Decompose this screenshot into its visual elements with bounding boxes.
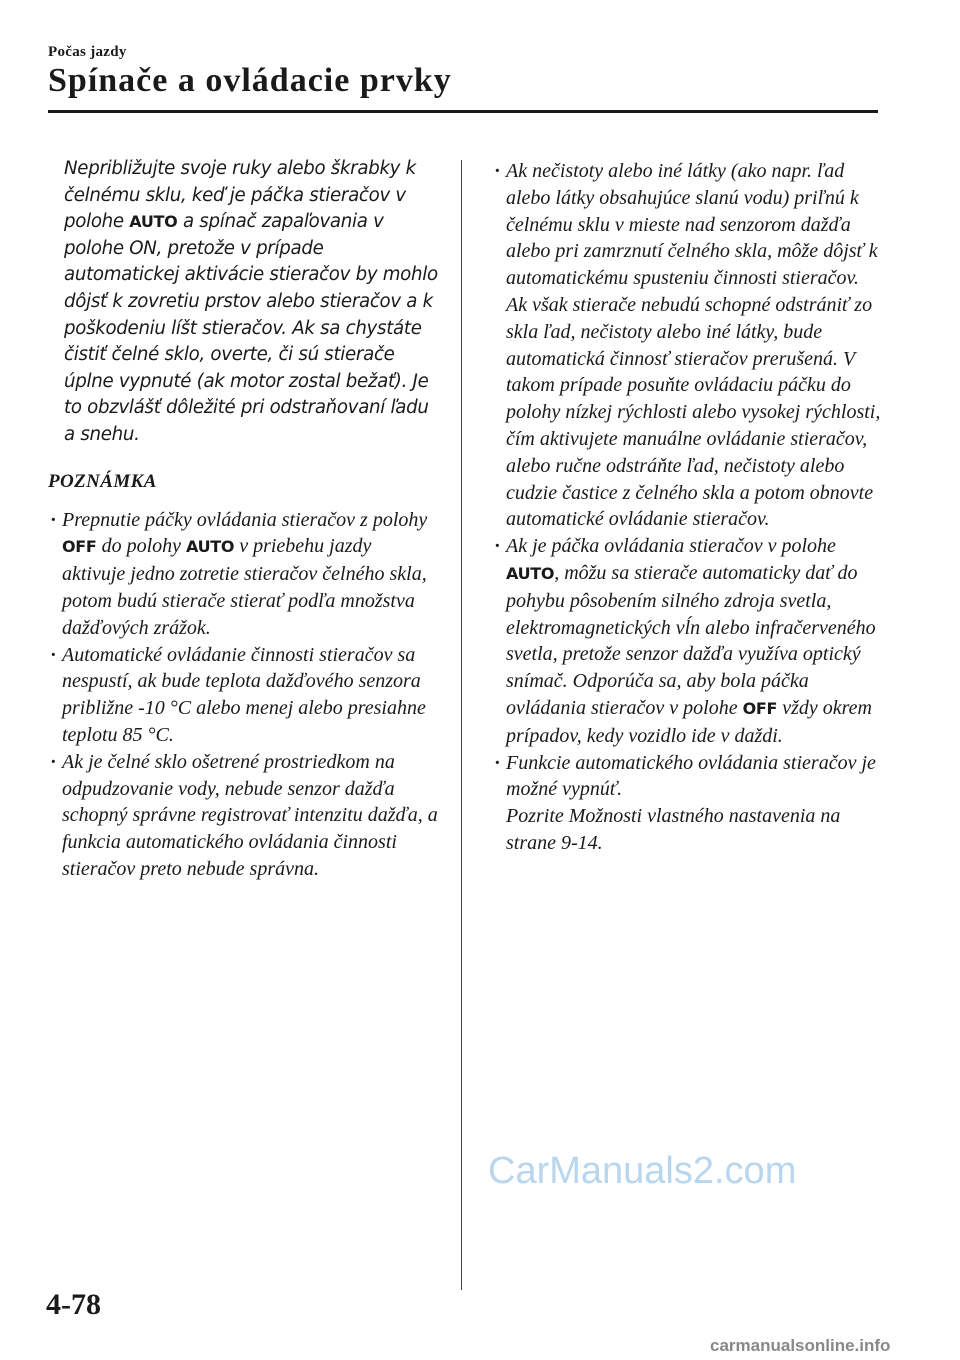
page-title: Spínače a ovládacie prvky (48, 62, 452, 99)
list-item: · Automatické ovládanie činnosti stieračov sa nespustí, ak bude teplota dažďového senzora približne -10 °C alebo menej alebo presiahne teplotu 85 °C. (48, 642, 438, 749)
column-divider (461, 160, 462, 1290)
section-label: Počas jazdy (48, 44, 127, 60)
list-item: · Prepnutie páčky ovládania stieračov z polohy OFF do polohy AUTO v priebehu jazdy aktivuje jedno zotretie stieračov čelného skla, potom budú stierače stierať podľa množstva dažďových zrážok. (48, 507, 438, 642)
note-list-left (48, 507, 438, 883)
auto-symbol: AUTO (129, 212, 178, 232)
right-column (492, 158, 882, 857)
page-reference: Pozrite Možnosti vlastného nastavenia na strane 9-14. (506, 805, 841, 854)
list-item: · Ak je čelné sklo ošetrené prostriedkom na odpudzovanie vody, nebude senzor dažďa schopný správne registrovať intenzitu dažďa, a funkcia automatického ovládania činnosti stieračov preto nebude správna. (48, 749, 438, 883)
watermark: CarManuals2.com (488, 1150, 797, 1192)
auto-symbol: AUTO (186, 537, 235, 557)
list-item: · Ak nečistoty alebo iné látky (ako napr. ľad alebo látky obsahujúce slanú vodu) priľnú k čelnému sklu v mieste nad senzorom dažďa alebo pri zamrznutí čelného skla, môže dôjsť k automatickému spusteniu činnosti stieračov. Ak však stierače nebudú schopné odstrániť zo skla ľad, nečistoty alebo iné látky, bude automatická činnosť stieračov prerušená. V takom prípade posuňte ovládaciu páčku do polohy nízkej rýchlosti alebo vysokej rýchlosti, čím aktivujete manuálne ovládanie stieračov, alebo ručne odstráňte ľad, nečistoty alebo cudzie častice z čelného skla a potom obnovte automatické ovládanie stieračov. (492, 158, 882, 533)
list-item: · Ak je páčka ovládania stieračov v polohe AUTO, môžu sa stierače automaticky dať do pohybu pôsobením silného zdroja svetla, elektromagnetických vĺn alebo infračerveného svetla, pretože senzor dažďa využíva optický snímač. Odporúča sa, aby bola páčka ovládania stieračov v polohe OFF vždy okrem prípadov, kedy vozidlo ide v daždi. (492, 533, 882, 749)
page-number: 4-78 (46, 1288, 101, 1321)
note-list-right (492, 158, 882, 857)
off-symbol: OFF (742, 698, 778, 718)
footer-site: carmanualsonline.info (710, 1336, 891, 1355)
title-divider (48, 110, 878, 113)
list-item: · Funkcie automatického ovládania stieračov je možné vypnúť. Pozrite Možnosti vlastného nastavenia na strane 9-14. (492, 750, 882, 857)
left-column (48, 156, 438, 883)
off-symbol: OFF (62, 537, 97, 557)
note-heading: POZNÁMKA (48, 470, 157, 492)
auto-symbol: AUTO (506, 563, 555, 583)
warning-text: Nepribližujte svoje ruky alebo škrabky k čelnému sklu, keď je páčka stieračov v polohe AUTO a spínač zapaľovania v polohe ON, pretože v prípade automatickej aktivácie stieračov by mohlo dôjsť k zovretiu prstov alebo stieračov a k poškodeniu líšt stieračov. Ak sa chystáte čistiť čelné sklo, overte, či sú stierače úplne vypnuté (ak motor zostal bežať). Je to obzvlášť dôležité pri odstraňovaní ľadu a snehu. (64, 158, 438, 445)
